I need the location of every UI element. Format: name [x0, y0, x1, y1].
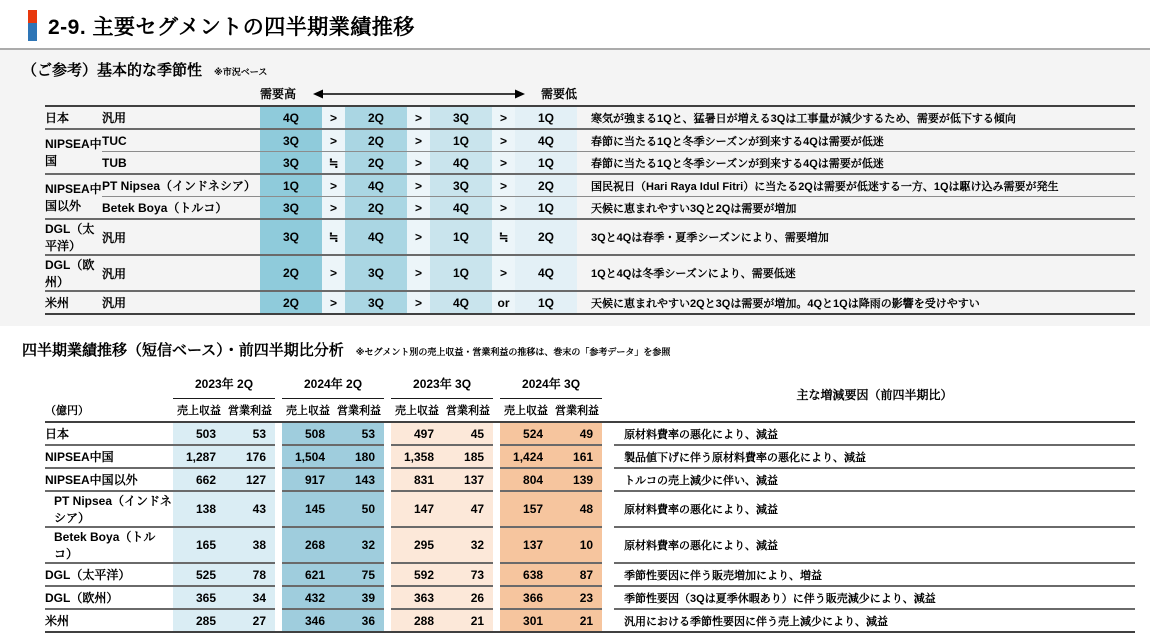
- quarter-rank-cell: 3Q: [430, 174, 492, 197]
- value-cell: 50: [334, 491, 384, 527]
- value-cell: 1,358: [391, 445, 443, 468]
- metric-header: 営業利益: [552, 399, 602, 423]
- rank-operator-cell: >: [407, 197, 430, 220]
- value-cell: 185: [443, 445, 493, 468]
- value-cell: 39: [334, 586, 384, 609]
- double-arrow-icon: [313, 88, 525, 100]
- seasonality-section: [0, 50, 1150, 326]
- period-header: 2024年 2Q: [282, 368, 384, 399]
- value-cell: 288: [391, 609, 443, 632]
- quarter-rank-cell: 2Q: [345, 152, 407, 175]
- accent-red-segment: [28, 10, 37, 23]
- value-cell: 75: [334, 563, 384, 586]
- rank-operator-cell: >: [322, 197, 345, 220]
- column-gap: [493, 445, 500, 468]
- quarter-rank-cell: 2Q: [515, 174, 577, 197]
- column-gap: [602, 586, 614, 609]
- column-gap: [384, 445, 391, 468]
- seasonality-description: 寒気が強まる1Qと、猛暑日が増える3Qは工事量が減少するため、需要が低下する傾向: [591, 112, 1016, 125]
- quarter-rank-cell: 4Q: [515, 255, 577, 291]
- value-cell: 508: [282, 422, 334, 445]
- rank-operator-cell: >: [407, 291, 430, 314]
- segment-group-label: NIPSEA中国以外: [45, 174, 102, 219]
- seasonality-row: [45, 197, 1135, 220]
- seasonality-row: [45, 174, 1135, 197]
- value-cell: 301: [500, 609, 552, 632]
- factor-cell: 原材料費率の悪化により、減益: [614, 527, 1135, 563]
- quarterly-row: [45, 609, 1135, 632]
- value-cell: 127: [225, 468, 275, 491]
- segment-label: 米州: [45, 609, 173, 632]
- demand-low-label: 需要低: [540, 87, 577, 101]
- quarterly-row: [45, 586, 1135, 609]
- value-cell: 87: [552, 563, 602, 586]
- metric-header: 営業利益: [225, 399, 275, 423]
- value-cell: 43: [225, 491, 275, 527]
- seasonality-description: 国民祝日（Hari Raya Idul Fitri）に当たる2Qは需要が低迷する一方、1Qは駆け込み需要が発生: [577, 174, 1135, 197]
- column-gap: [493, 609, 500, 632]
- value-cell: 432: [282, 586, 334, 609]
- period-header: 2023年 2Q: [173, 368, 275, 399]
- value-cell: 524: [500, 422, 552, 445]
- factor-cell: 原材料費率の悪化により、減益: [624, 428, 779, 441]
- column-gap: [493, 422, 500, 445]
- column-gap: [384, 368, 391, 422]
- segment-sub-label: TUC: [102, 129, 260, 152]
- rank-operator-cell: >: [492, 174, 515, 197]
- rank-operator-cell: ≒: [322, 219, 345, 255]
- quarterly-row: [45, 445, 1135, 468]
- value-cell: 268: [282, 527, 334, 563]
- column-gap: [275, 368, 282, 422]
- rank-operator-cell: >: [492, 129, 515, 152]
- quarter-rank-cell: 4Q: [430, 197, 492, 220]
- quarter-rank-cell: 1Q: [515, 197, 577, 220]
- column-gap: [384, 563, 391, 586]
- quarterly-row: [45, 468, 1135, 491]
- value-cell: 27: [225, 609, 275, 632]
- quarter-rank-cell: 4Q: [430, 291, 492, 314]
- column-gap: [384, 609, 391, 632]
- value-cell: 161: [552, 445, 602, 468]
- rank-operator-cell: >: [407, 174, 430, 197]
- seasonality-description: 天候に恵まれやすい2Qと3Qは需要が増加。4Qと1Qは降雨の影響を受けやすい: [577, 291, 1135, 314]
- factor-cell: 季節性要因（3Qは夏季休暇あり）に伴う販売減少により、減益: [614, 586, 1135, 609]
- value-cell: 38: [225, 527, 275, 563]
- value-cell: 917: [282, 468, 334, 491]
- quarter-rank-cell: 2Q: [515, 219, 577, 255]
- seasonality-row: [45, 152, 1135, 175]
- rank-operator-cell: ≒: [492, 219, 515, 255]
- column-gap: [493, 563, 500, 586]
- column-gap: [493, 468, 500, 491]
- seasonality-description: 3Qと4Qは春季・夏季シーズンにより、需要増加: [577, 219, 1135, 255]
- rank-operator-cell: ≒: [322, 152, 345, 175]
- value-cell: 180: [334, 445, 384, 468]
- value-cell: 32: [334, 527, 384, 563]
- quarter-rank-cell: 1Q: [515, 152, 577, 175]
- seasonality-row: [45, 219, 1135, 255]
- value-cell: 145: [282, 491, 334, 527]
- value-cell: 26: [443, 586, 493, 609]
- quarter-rank-cell: 1Q: [515, 106, 577, 129]
- quarterly-row: [45, 527, 1135, 563]
- seasonality-description: 1Qと4Qは冬季シーズンにより、需要低迷: [577, 255, 1135, 291]
- value-cell: 831: [391, 468, 443, 491]
- value-cell: 53: [334, 422, 384, 445]
- column-gap: [493, 586, 500, 609]
- value-cell: 1,287: [173, 445, 225, 468]
- rank-operator-cell: >: [492, 197, 515, 220]
- demand-scale: [260, 85, 577, 102]
- quarter-rank-cell: 4Q: [345, 219, 407, 255]
- quarterly-note: ※セグメント別の売上収益・営業利益の推移は、巻末の「参考データ」を参照: [355, 347, 671, 357]
- quarter-rank-cell: 1Q: [430, 219, 492, 255]
- column-gap: [384, 586, 391, 609]
- quarter-rank-cell: 1Q: [430, 255, 492, 291]
- value-cell: 804: [500, 468, 552, 491]
- quarter-rank-cell: 2Q: [345, 106, 407, 129]
- rank-operator-cell: >: [492, 255, 515, 291]
- demand-high-label: 需要高: [260, 87, 297, 101]
- value-cell: 10: [552, 527, 602, 563]
- rank-operator-cell: >: [322, 106, 345, 129]
- column-gap: [493, 527, 500, 563]
- quarter-rank-cell: 3Q: [260, 152, 322, 175]
- column-gap: [275, 586, 282, 609]
- rank-operator-cell: >: [407, 129, 430, 152]
- quarter-rank-cell: 4Q: [345, 174, 407, 197]
- segment-group-label: DGL（太平洋）: [45, 219, 102, 255]
- column-gap: [602, 563, 614, 586]
- value-cell: 78: [225, 563, 275, 586]
- quarterly-heading: 四半期業績推移（短信ベース）・前四半期比分析: [22, 342, 344, 359]
- column-gap: [384, 491, 391, 527]
- quarter-rank-cell: 3Q: [260, 219, 322, 255]
- seasonality-heading: （ご参考）基本的な季節性: [22, 62, 203, 79]
- value-cell: 34: [225, 586, 275, 609]
- segment-label: DGL（欧州）: [45, 586, 173, 609]
- value-cell: 47: [443, 491, 493, 527]
- segment-sub-label: 汎用: [102, 219, 260, 255]
- value-cell: 36: [334, 609, 384, 632]
- column-gap: [602, 609, 614, 632]
- column-gap: [602, 368, 614, 422]
- quarter-rank-cell: 1Q: [515, 291, 577, 314]
- column-gap: [602, 491, 614, 527]
- quarter-rank-cell: 3Q: [345, 255, 407, 291]
- rank-operator-cell: >: [322, 291, 345, 314]
- value-cell: 53: [225, 422, 275, 445]
- value-cell: 157: [500, 491, 552, 527]
- column-gap: [275, 527, 282, 563]
- segment-sub-label: TUB: [102, 152, 260, 175]
- value-cell: 165: [173, 527, 225, 563]
- value-cell: 45: [443, 422, 493, 445]
- value-cell: 285: [173, 609, 225, 632]
- column-gap: [602, 468, 614, 491]
- value-cell: 137: [443, 468, 493, 491]
- value-cell: 592: [391, 563, 443, 586]
- factor-cell: 季節性要因に伴う販売増加により、増益: [614, 563, 1135, 586]
- period-header: 2023年 3Q: [391, 368, 493, 399]
- quarter-rank-cell: 4Q: [515, 129, 577, 152]
- segment-sub-label: 汎用: [102, 111, 127, 125]
- rank-operator-cell: >: [407, 219, 430, 255]
- quarterly-row: [45, 563, 1135, 586]
- title-accent-bar: [28, 10, 37, 41]
- value-cell: 147: [391, 491, 443, 527]
- rank-operator-cell: >: [322, 255, 345, 291]
- segment-label: DGL（太平洋）: [45, 563, 173, 586]
- factor-header: 主な増減要因（前四半期比）: [614, 368, 1135, 422]
- segment-label: Betek Boya（トルコ）: [45, 527, 173, 563]
- quarterly-section-head: [22, 339, 1150, 360]
- seasonality-section-head: [22, 59, 1150, 80]
- metric-header: 営業利益: [443, 399, 493, 423]
- quarter-rank-cell: 3Q: [260, 129, 322, 152]
- quarter-rank-cell: 4Q: [430, 152, 492, 175]
- value-cell: 21: [443, 609, 493, 632]
- column-gap: [384, 422, 391, 445]
- value-cell: 346: [282, 609, 334, 632]
- value-cell: 662: [173, 468, 225, 491]
- seasonality-description: 春節に当たる1Qと冬季シーズンが到来する4Qは需要が低迷: [577, 152, 1135, 175]
- period-header: 2024年 3Q: [500, 368, 602, 399]
- seasonality-row: [45, 255, 1135, 291]
- segment-label: NIPSEA中国以外: [45, 468, 173, 491]
- value-cell: 138: [173, 491, 225, 527]
- quarter-rank-cell: 2Q: [260, 291, 322, 314]
- column-gap: [384, 527, 391, 563]
- value-cell: 176: [225, 445, 275, 468]
- factor-cell: 製品値下げに伴う原材料費率の悪化により、減益: [614, 445, 1135, 468]
- metric-header: 売上収益: [500, 399, 552, 423]
- quarter-rank-cell: 1Q: [260, 174, 322, 197]
- rank-operator-cell: >: [492, 152, 515, 175]
- rank-operator-cell: >: [407, 255, 430, 291]
- seasonality-table: [45, 105, 1135, 315]
- rank-operator-cell: >: [322, 174, 345, 197]
- title-row: [0, 0, 1150, 41]
- quarter-rank-cell: 3Q: [430, 106, 492, 129]
- rank-operator-cell: >: [492, 106, 515, 129]
- column-gap: [275, 468, 282, 491]
- segment-sub-label: PT Nipsea（インドネシア）: [102, 174, 260, 197]
- segment-sub-label: 汎用: [102, 255, 260, 291]
- value-cell: 295: [391, 527, 443, 563]
- quarter-rank-cell: 3Q: [345, 291, 407, 314]
- rank-operator-cell: >: [407, 106, 430, 129]
- value-cell: 365: [173, 586, 225, 609]
- value-cell: 1,504: [282, 445, 334, 468]
- value-cell: 23: [552, 586, 602, 609]
- quarterly-row: [45, 422, 1135, 445]
- value-cell: 363: [391, 586, 443, 609]
- seasonality-row: [45, 106, 1135, 129]
- value-cell: 143: [334, 468, 384, 491]
- quarter-rank-cell: 4Q: [260, 106, 322, 129]
- value-cell: 366: [500, 586, 552, 609]
- rank-operator-cell: >: [407, 152, 430, 175]
- seasonality-row: [45, 291, 1135, 314]
- value-cell: 497: [391, 422, 443, 445]
- value-cell: 503: [173, 422, 225, 445]
- column-gap: [602, 422, 614, 445]
- column-gap: [275, 491, 282, 527]
- seasonality-description: 春節に当たる1Qと冬季シーズンが到来する4Qは需要が低迷: [577, 129, 1135, 152]
- column-gap: [602, 527, 614, 563]
- quarter-rank-cell: 2Q: [260, 255, 322, 291]
- value-cell: 49: [552, 422, 602, 445]
- metric-header: 売上収益: [282, 399, 334, 423]
- metric-header: 売上収益: [173, 399, 225, 423]
- quarterly-header-row-1: [45, 368, 1135, 399]
- column-gap: [275, 563, 282, 586]
- segment-group-label: NIPSEA中国: [45, 129, 102, 174]
- metric-header: 売上収益: [391, 399, 443, 423]
- column-gap: [275, 422, 282, 445]
- quarter-rank-cell: 2Q: [345, 129, 407, 152]
- value-cell: 525: [173, 563, 225, 586]
- rank-operator-cell: or: [492, 291, 515, 314]
- seasonality-row: [45, 129, 1135, 152]
- column-gap: [275, 445, 282, 468]
- segment-group-label: 日本: [45, 111, 70, 125]
- value-cell: 32: [443, 527, 493, 563]
- factor-cell: 原材料費率の悪化により、減益: [614, 491, 1135, 527]
- segment-sub-label: Betek Boya（トルコ）: [102, 197, 260, 220]
- accent-blue-segment: [28, 23, 37, 41]
- column-gap: [493, 368, 500, 422]
- rank-operator-cell: >: [322, 129, 345, 152]
- unit-label: （億円）: [45, 368, 173, 422]
- value-cell: 638: [500, 563, 552, 586]
- segment-group-label: 米州: [45, 291, 102, 314]
- value-cell: 48: [552, 491, 602, 527]
- value-cell: 621: [282, 563, 334, 586]
- segment-label: 日本: [45, 427, 70, 441]
- quarterly-row: [45, 491, 1135, 527]
- column-gap: [493, 491, 500, 527]
- segment-group-label: DGL（欧州）: [45, 255, 102, 291]
- column-gap: [275, 609, 282, 632]
- segment-label: NIPSEA中国: [45, 445, 173, 468]
- quarter-rank-cell: 1Q: [430, 129, 492, 152]
- value-cell: 1,424: [500, 445, 552, 468]
- column-gap: [384, 468, 391, 491]
- quarter-rank-cell: 2Q: [345, 197, 407, 220]
- segment-label: PT Nipsea（インドネシア）: [45, 491, 173, 527]
- page-title: 2-9. 主要セグメントの四半期業績推移: [48, 15, 415, 39]
- quarterly-table: [45, 368, 1135, 633]
- quarterly-section: [0, 339, 1150, 633]
- quarter-rank-cell: 3Q: [260, 197, 322, 220]
- segment-sub-label: 汎用: [102, 291, 260, 314]
- column-gap: [602, 445, 614, 468]
- value-cell: 139: [552, 468, 602, 491]
- value-cell: 73: [443, 563, 493, 586]
- value-cell: 21: [552, 609, 602, 632]
- factor-cell: トルコの売上減少に伴い、減益: [614, 468, 1135, 491]
- factor-cell: 汎用における季節性要因に伴う売上減少により、減益: [614, 609, 1135, 632]
- seasonality-note: ※市況ベース: [214, 67, 268, 77]
- seasonality-description: 天候に恵まれやすい3Qと2Qは需要が増加: [577, 197, 1135, 220]
- value-cell: 137: [500, 527, 552, 563]
- metric-header: 営業利益: [334, 399, 384, 423]
